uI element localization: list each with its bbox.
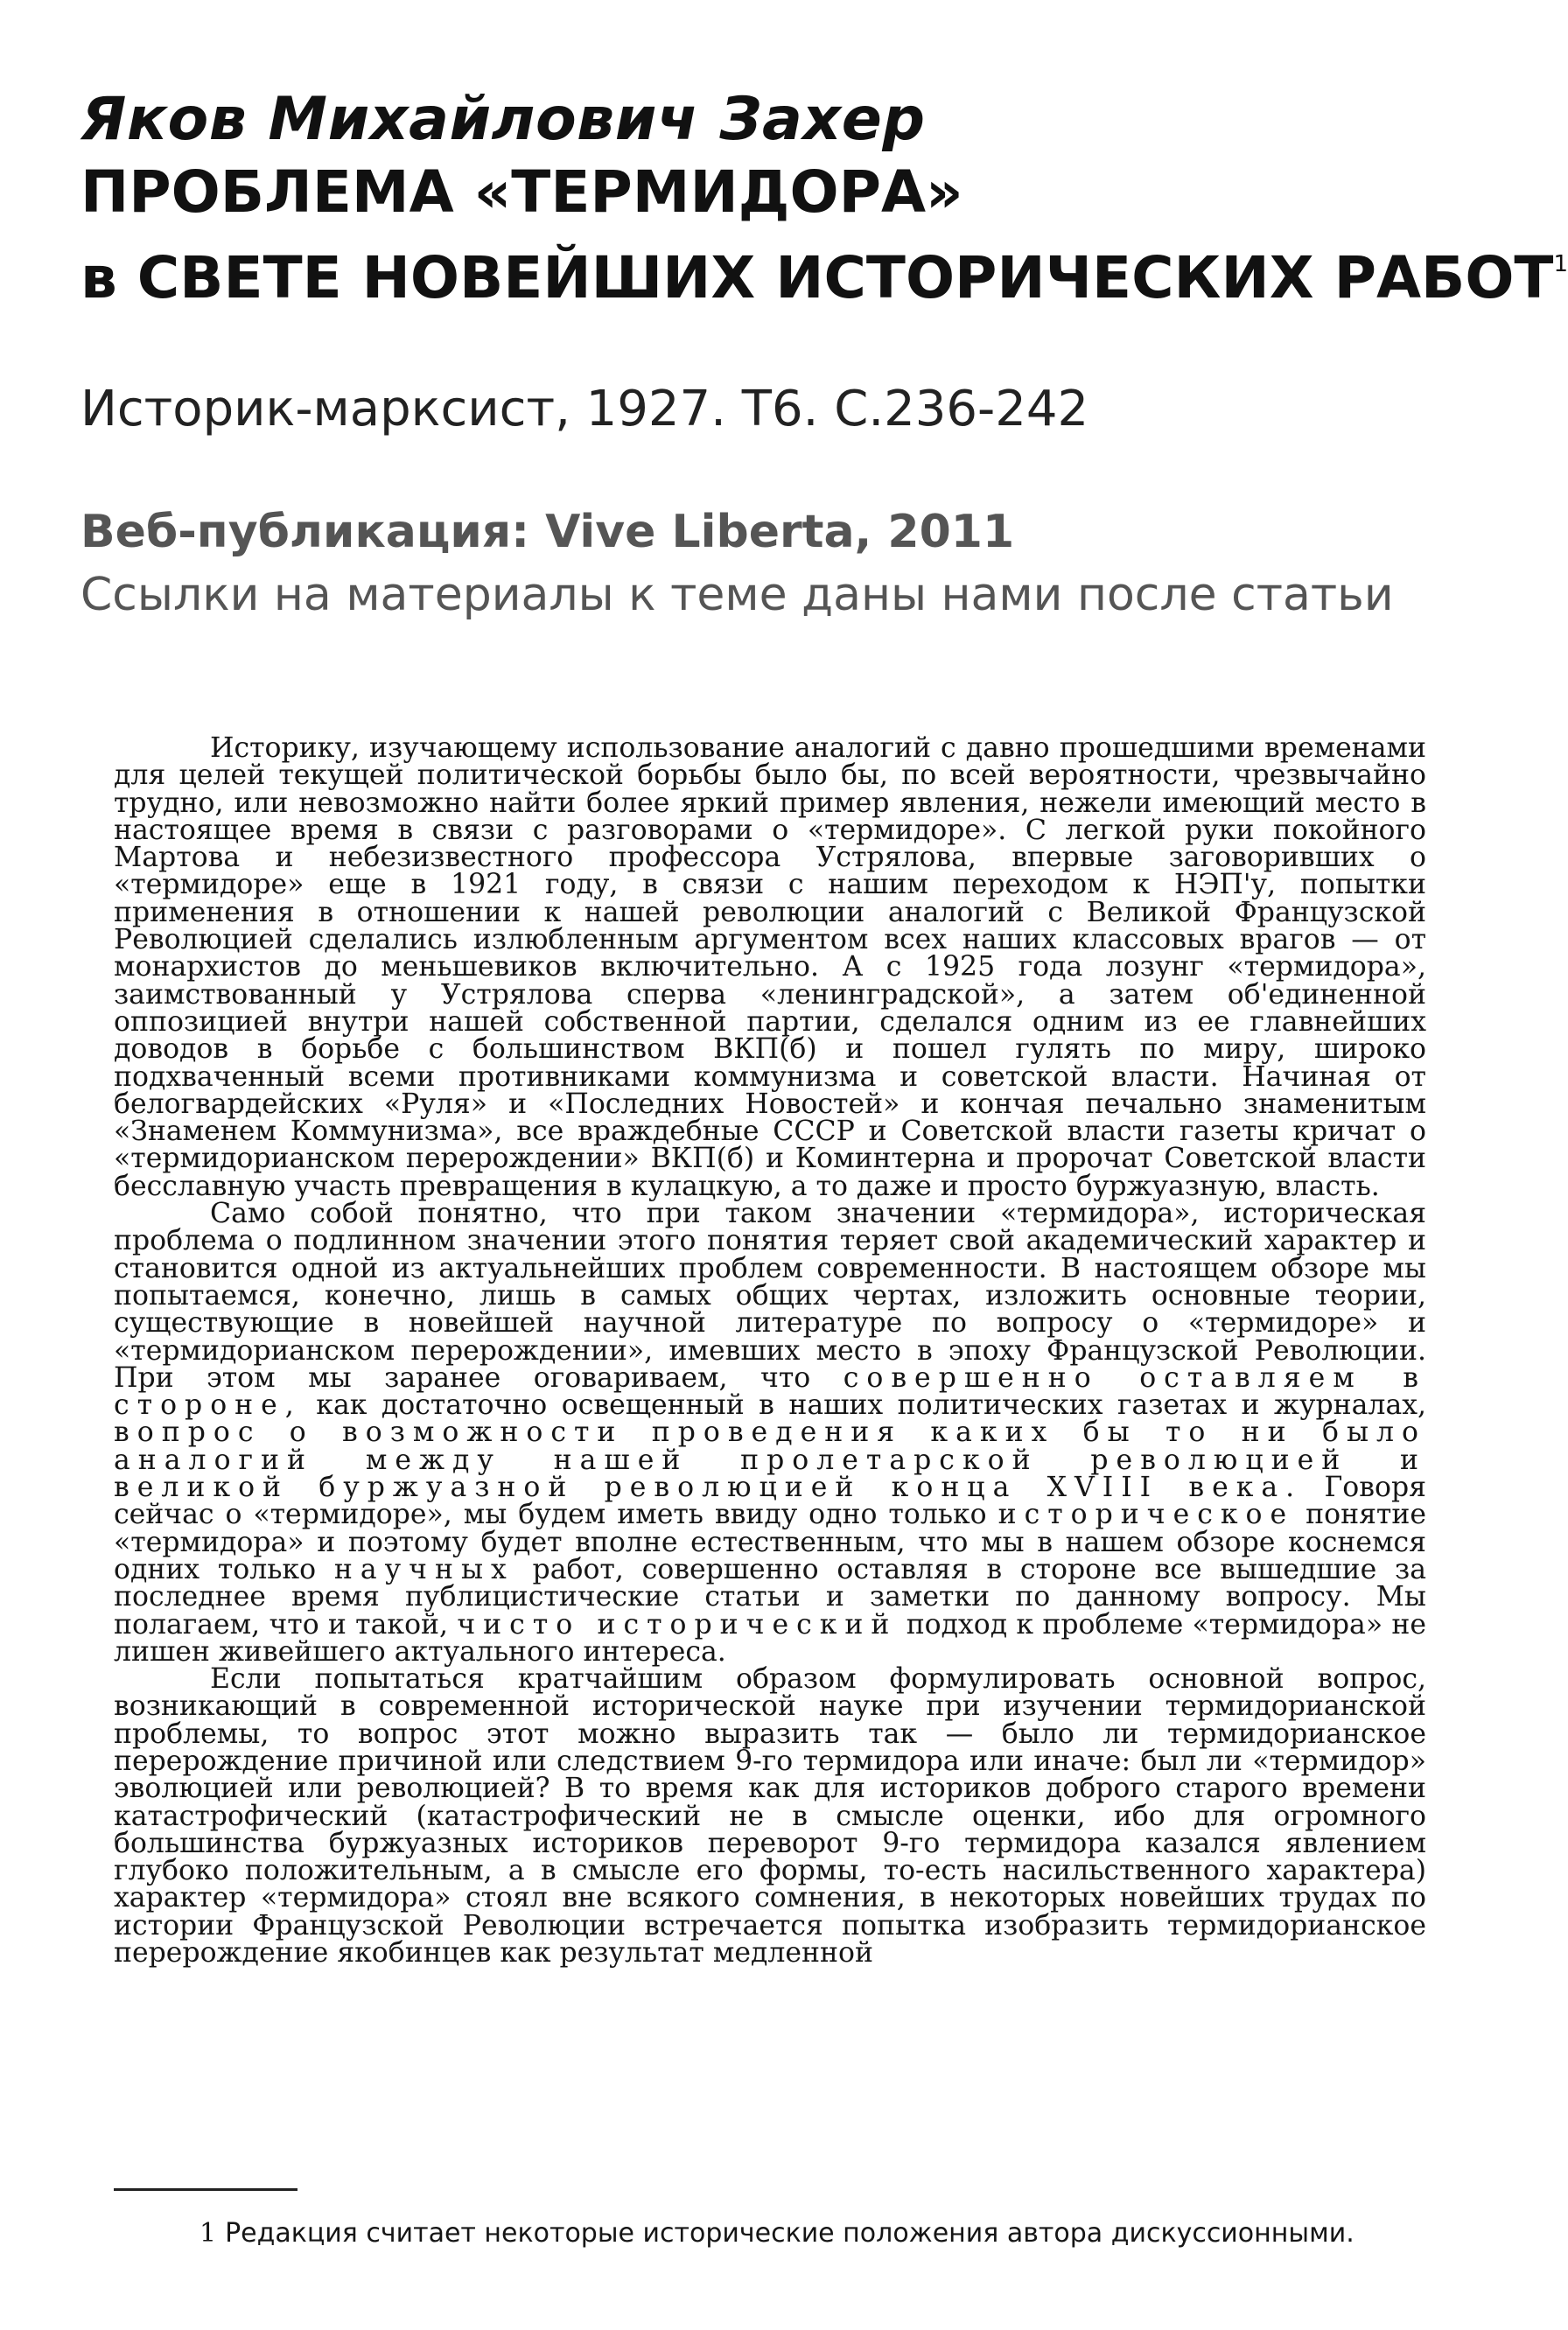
source-citation: Историк-марксист, 1927. Т6. С.236-242 [80,381,1089,437]
footnote [200,2218,1354,2249]
article-header [80,83,1568,314]
title-footnote-mark: 1 [1553,251,1568,277]
paragraph-2-part-a: Само собой понятно, что при таком значении «термидора», историческая проблема о подлинном значении этого понятия теряет свой академический характер и становится одной из актуальнейших проблем современности. В настоящем обзоре мы попытаемся, конечно, лишь в самых общих чертах, изложить основные теории, существующие в новейшей научной литературе по вопросу о «термидоре» и «термидорианском перерождении», имевших место в эпоху Французской Революции. При этом мы заранее оговариваем, что [114,1198,1426,1394]
paragraph-2-part-d: понятие «термидора» и поэтому будет вполне естественным, что мы в нашем обзоре коснемся одних только [114,1499,1426,1585]
paragraph-3: Если попытаться кратчайшим образом формулировать основной вопрос, возникающий в современной исторической науке при изучении термидорианской проблемы, то вопрос этот можно выразить так — было ли термидорианское перерождение причиной или следствием 9-го термидора или иначе: был ли «термидор» эволюцией или революцией? В то время как для историков доброго старого времени катастрофический (катастрофический не в смысле оценки, ибо для огромного большинства буржуазных историков переворот 9-го термидора казался явлением глубоко положительным, а в смысле его формы, то-есть насильственного характера) характер «термидора» стоял вне всякого сомнения, в некоторых новейших трудах по истории Французской Революции встречается попытка изобразить термидорианское перерождение якобинцев как результат медленной [114,1663,1426,1970]
web-publication: Веб-публикация: Vive Liberta, 2011 [80,506,1015,558]
footnote-text: Редакция считает некоторые исторические положения автора дискуссионными. [225,2218,1354,2249]
paragraph-2-part-c: Говоря сейчас о «термидоре», мы будем иметь ввиду одно только [114,1472,1426,1531]
paragraph-2-part-b: как достаточно освещенный в наших политических газетах и журналах, [316,1389,1427,1422]
spaced-emphasis-5: чисто исторический [457,1608,898,1641]
spaced-emphasis-4: научных [333,1553,514,1585]
article-body [114,732,1427,1970]
footnote-divider [114,2188,298,2191]
footnote-mark: 1 [200,2218,217,2249]
spaced-emphasis-2: вопрос о возможности проведения каких бы то ни было аналогий между нашей пролетарской революцией и великой буржуазной революцией конца XVIII века. [114,1417,1426,1504]
author-name: Яков Михайлович Захер [80,85,926,154]
spaced-emphasis-1: совершенно оставляем в стороне, [114,1361,1426,1422]
article-title-line-2 [80,228,1568,314]
article-title-line-1: ПРОБЛЕМА «ТЕРМИДОРА» [80,158,963,226]
paragraph-2-part-f: подход к проблеме «термидора» не лишен живейшего актуального интереса. [114,1608,1426,1668]
links-note: Ссылки на материалы к теме даны нами после статьи [80,569,1394,621]
spaced-emphasis-3: историческое [998,1499,1295,1531]
paragraph-2 [114,1200,1426,1666]
article-title-line-2-text: в СВЕТЕ НОВЕЙШИХ ИСТОРИЧЕСКИХ РАБОТ [80,244,1554,311]
paragraph-1: Историку, изучающему использование аналогий с давно прошедшими временами для целей текущей политической борьбы было бы, по всей вероятности, чрезвычайно трудно, или невозможно найти более яркий пример явления, нежели имеющий место в настоящее время в связи с разговорами о «термидоре». С легкой руки покойного Мартова и небезизвестного профессора Устрялова, впервые заговоривших о «термидоре» еще в 1921 году, в связи с нашим переходом к НЭП'у, попытки применения в отношении к нашей революции аналогий с Великой Французской Революцией сделались излюбленным аргументом всех наших классовых врагов — от монархистов до меньшевиков включительно. А с 1925 года лозунг «термидора», заимствованный у Устрялова сперва «ленинградской», а затем об'единенной оппозицией внутри нашей собственной партии, сделался одним из ее главнейших доводов в борьбе с большинством ВКП(б) и пошел гулять по миру, широко подхваченный всеми противниками коммунизма и советской власти. Начиная от белогвардейских «Руля» и «Последних Новостей» и кончая печально знаменитым «Знаменем Коммунизма», все враждебные СССР и Советской власти газеты кричат о «термидорианском перерождении» ВКП(б) и Коминтерна и пророчат Советской власти бесславную участь превращения в кулацкую, а то даже и просто буржуазную, власть. [114,732,1426,1202]
paragraph-2-part-e: работ, совершенно оставляя в стороне все вышедшие за последнее время публицистические статьи и заметки по данному вопросу. Мы полагаем, что и такой, [114,1553,1426,1641]
